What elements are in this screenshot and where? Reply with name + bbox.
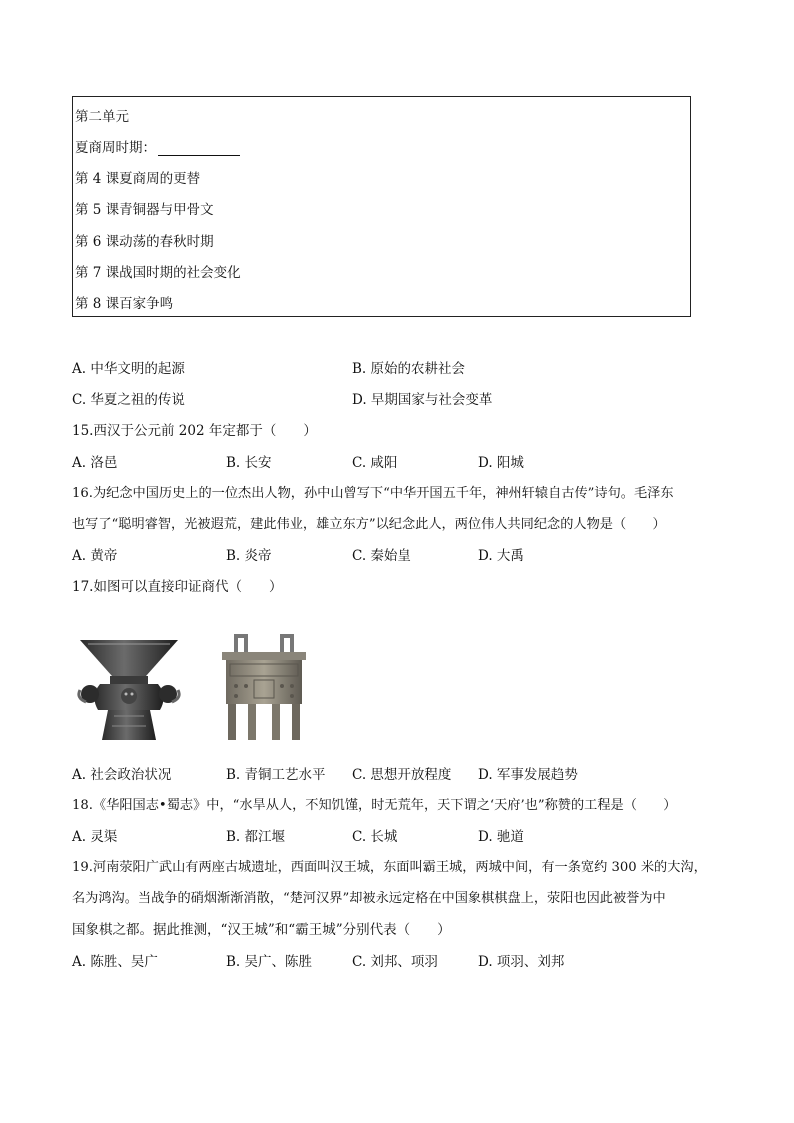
q15-option-d: D. 阳城	[478, 455, 524, 471]
q15-option-b: B. 长安	[226, 455, 272, 471]
q19-stem-line3: 国象棋之都。据此推测，“汉王城”和“霸王城”分别代表（ ）	[72, 922, 451, 938]
lesson-6: 第 6 课动荡的春秋时期	[75, 234, 214, 250]
q14-option-a: A. 中华文明的起源	[72, 361, 185, 377]
q19-stem-line2: 名为鸿沟。当战争的硝烟渐渐消散，“楚河汉界”却被永远定格在中国象棋棋盘上，荥阳也因此被誉为中	[72, 891, 666, 906]
q14-option-c: C. 华夏之祖的传说	[72, 392, 185, 408]
unit-outline-box	[72, 96, 691, 317]
lesson-4: 第 4 课夏商周的更替	[75, 171, 201, 187]
q19-stem-line1: 19.河南荥阳广武山有两座古城遗址，西面叫汉王城，东面叫霸王城，两城中间，有一条宽约 300 米的大沟，	[72, 860, 707, 875]
q18-option-b: B. 都江堰	[226, 829, 286, 845]
ding-vessel-image	[214, 628, 314, 746]
q17-option-a: A. 社会政治状况	[72, 767, 172, 783]
q15-stem: 15.西汉于公元前 202 年定都于（ ）	[72, 423, 317, 439]
q19-option-c: C. 刘邦、项羽	[352, 954, 438, 970]
lesson-7: 第 7 课战国时期的社会变化	[75, 265, 241, 281]
zun-vessel-image	[74, 636, 184, 746]
lesson-5: 第 5 课青铜器与甲骨文	[75, 202, 214, 218]
q18-option-a: A. 灵渠	[72, 829, 118, 845]
unit-title: 第二单元	[75, 109, 129, 125]
q17-stem: 17.如图可以直接印证商代（ ）	[72, 579, 283, 595]
q16-stem-line2: 也写了“聪明睿智，光被遐荒，建此伟业，雄立东方”以纪念此人，两位伟人共同纪念的人物是（ ）	[72, 517, 666, 532]
q17-option-d: D. 军事发展趋势	[478, 767, 578, 783]
q19-option-b: B. 吴广、陈胜	[226, 954, 313, 970]
q15-option-a: A. 洛邑	[72, 455, 118, 471]
q15-option-c: C. 咸阳	[352, 455, 398, 471]
q16-option-c: C. 秦始皇	[352, 548, 411, 564]
q16-option-a: A. 黄帝	[72, 548, 118, 564]
q16-option-d: D. 大禹	[478, 548, 524, 564]
q17-option-c: C. 思想开放程度	[352, 767, 452, 783]
q16-stem-line1: 16.为纪念中国历史上的一位杰出人物，孙中山曾写下“中华开国五千年，神州轩辕自古传”诗句。毛泽东	[72, 486, 674, 501]
q16-option-b: B. 炎帝	[226, 548, 272, 564]
lesson-8: 第 8 课百家争鸣	[75, 296, 174, 312]
q18-option-d: D. 驰道	[478, 829, 524, 845]
q19-option-a: A. 陈胜、吴广	[72, 954, 158, 970]
period-fill-line: 夏商周时期：	[75, 136, 240, 156]
q18-option-c: C. 长城	[352, 829, 398, 845]
answer-blank[interactable]	[158, 141, 240, 156]
q17-option-b: B. 青铜工艺水平	[226, 767, 326, 783]
q14-option-b: B. 原始的农耕社会	[352, 361, 466, 377]
q19-option-d: D. 项羽、刘邦	[478, 954, 565, 970]
q14-option-d: D. 早期国家与社会变革	[352, 392, 493, 408]
q18-stem: 18.《华阳国志•蜀志》中，“水旱从人，不知饥馑，时无荒年，天下谓之‘天府’也”称赞的工程是（ ）	[72, 798, 677, 813]
